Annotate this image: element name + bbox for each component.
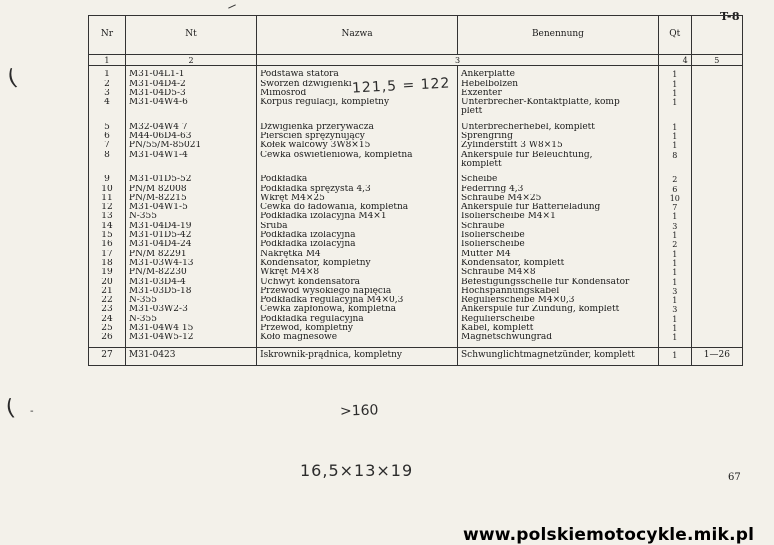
row-name-pl: Podkładka izolacyjna xyxy=(257,231,458,240)
table-row xyxy=(89,296,743,305)
header-nazwa: Nazwa xyxy=(257,16,458,55)
row-extra xyxy=(691,296,742,305)
row-qty: 1 xyxy=(658,278,691,287)
row-name-de: Unterbrecher-Kontaktplatte, komp xyxy=(458,98,659,107)
row-part-number: M32-04W4 7 xyxy=(125,123,256,132)
row-extra xyxy=(691,268,742,277)
row-qty: 1 xyxy=(658,132,691,141)
row-part-number: M31-04W5-12 xyxy=(125,333,256,342)
parts-table xyxy=(88,15,743,366)
table-body xyxy=(89,70,743,347)
row-name-pl: Podkładka sprężysta 4,3 xyxy=(257,185,458,194)
col-number-2: 2 xyxy=(125,55,256,66)
table-row xyxy=(89,123,743,132)
row-qty: 1 xyxy=(658,250,691,259)
row-name-de: Ankerspule für Batterieladung xyxy=(458,203,659,212)
row-name-pl: Przewód, kompletny xyxy=(257,324,458,333)
margin-mark-small: - xyxy=(30,406,34,417)
row-part-number: M31-0423 xyxy=(125,347,256,365)
row-nr: 22 xyxy=(89,296,126,305)
col-number-5: 5 xyxy=(691,55,742,66)
row-name-de: Isolierscheibe xyxy=(458,240,659,249)
table-row-total xyxy=(89,347,743,365)
row-extra xyxy=(691,151,742,160)
row-part-number: M31-04L1-1 xyxy=(125,70,256,79)
row-qty: 3 xyxy=(658,287,691,296)
row-name-pl: Wkręt M4×8 xyxy=(257,268,458,277)
header-benennung: Benennung xyxy=(458,16,659,55)
row-nr: 1 xyxy=(89,70,126,79)
row-range: 1—26 xyxy=(691,347,742,365)
row-name-pl: Kołek walcowy 3W8×15 xyxy=(257,141,458,150)
table-header-row xyxy=(89,16,743,55)
row-extra xyxy=(691,240,742,249)
row-name-de: Schraube M4×25 xyxy=(458,194,659,203)
row-extra xyxy=(691,324,742,333)
row-nr: 20 xyxy=(89,278,126,287)
row-name-pl: Podkładka izolacyjna M4×1 xyxy=(257,212,458,221)
row-name-pl xyxy=(257,107,458,116)
row-nr: 4 xyxy=(89,98,126,107)
col-number-3: 3 xyxy=(257,55,659,66)
row-extra xyxy=(691,107,742,116)
row-nr: 13 xyxy=(89,212,126,221)
row-name-de: Schwunglichtmagnetzünder, komplett xyxy=(458,347,659,365)
row-name-de: Kabel, komplett xyxy=(458,324,659,333)
row-nr: 18 xyxy=(89,259,126,268)
row-part-number: M31-01D5-52 xyxy=(125,175,256,184)
row-name-de: Schraube M4×8 xyxy=(458,268,659,277)
table-row xyxy=(89,268,743,277)
row-extra xyxy=(691,175,742,184)
row-name-de: Hebelbolzen xyxy=(458,80,659,89)
row-extra xyxy=(691,222,742,231)
row-name-pl: Podkładka regulacyjna M4×0,3 xyxy=(257,296,458,305)
row-extra xyxy=(691,203,742,212)
row-qty: 8 xyxy=(658,151,691,160)
row-qty: 7 xyxy=(658,203,691,212)
row-qty: 1 xyxy=(658,347,691,365)
row-name-de: Isolierscheibe xyxy=(458,231,659,240)
table-row xyxy=(89,315,743,324)
row-name-pl: Korpus regulacji, kompletny xyxy=(257,98,458,107)
row-qty: 6 xyxy=(658,185,691,194)
row-qty: 2 xyxy=(658,240,691,249)
table-row xyxy=(89,160,743,169)
row-qty: 1 xyxy=(658,268,691,277)
row-nr: 16 xyxy=(89,240,126,249)
row-qty: 3 xyxy=(658,305,691,314)
row-qty: 1 xyxy=(658,315,691,324)
row-nr: 7 xyxy=(89,141,126,150)
row-part-number: PN/M 82291 xyxy=(125,250,256,259)
row-nr: 10 xyxy=(89,185,126,194)
row-name-pl: Śruba xyxy=(257,222,458,231)
table-row xyxy=(89,203,743,212)
row-name-de: Zylinderstift 3 W8×15 xyxy=(458,141,659,150)
row-extra xyxy=(691,278,742,287)
row-part-number: M31-04W4 15 xyxy=(125,324,256,333)
row-extra xyxy=(691,194,742,203)
margin-mark-bottom: ( xyxy=(3,395,17,422)
row-name-de: Sprengring xyxy=(458,132,659,141)
row-part-number: M31-03D4-4 xyxy=(125,278,256,287)
row-name-pl: Podstawa statora xyxy=(257,70,458,79)
row-part-number: M31-04D5-3 xyxy=(125,89,256,98)
row-nr: 9 xyxy=(89,175,126,184)
row-part-number: PN/M-82215 xyxy=(125,194,256,203)
table-row xyxy=(89,151,743,160)
row-nr: 25 xyxy=(89,324,126,333)
table-row xyxy=(89,107,743,116)
handwritten-note-bottom: 16,5×13×19 xyxy=(300,461,414,480)
row-part-number: N-355 xyxy=(125,315,256,324)
row-extra xyxy=(691,80,742,89)
row-qty xyxy=(658,160,691,169)
row-name-pl: Przewód wysokiego napięcia xyxy=(257,287,458,296)
row-name-pl: Dźwigienka przerywacza xyxy=(257,123,458,132)
row-name-pl xyxy=(257,160,458,169)
row-nr: 27 xyxy=(89,347,126,365)
row-name-pl: Podkładka xyxy=(257,175,458,184)
row-qty: 1 xyxy=(658,70,691,79)
footer-url: www.polskiemotocykle.mik.pl xyxy=(463,525,755,545)
row-part-number: M31-04W4-6 xyxy=(125,98,256,107)
table-row xyxy=(89,194,743,203)
row-nr: 15 xyxy=(89,231,126,240)
row-part-number: M44-06D4-63 xyxy=(125,132,256,141)
table-row xyxy=(89,305,743,314)
row-name-de: Befestigungsschelle für Kondensator xyxy=(458,278,659,287)
row-qty: 1 xyxy=(658,212,691,221)
row-extra xyxy=(691,123,742,132)
row-part-number xyxy=(125,160,256,169)
table-row xyxy=(89,212,743,221)
row-qty: 1 xyxy=(658,123,691,132)
row-name-de: Federring 4,3 xyxy=(458,185,659,194)
row-nr: 21 xyxy=(89,287,126,296)
table-row xyxy=(89,98,743,107)
row-part-number: PN/M-82230 xyxy=(125,268,256,277)
row-name-de: Ankerspule für Zündung, komplett xyxy=(458,305,659,314)
row-name-de: Regulierscheibe M4×0,3 xyxy=(458,296,659,305)
row-part-number: M31-04W1-5 xyxy=(125,203,256,212)
row-extra xyxy=(691,250,742,259)
row-name-de: Magnetschwungrad xyxy=(458,333,659,342)
row-name-pl: Podkładka izolacyjna xyxy=(257,240,458,249)
row-name-pl: Koło magnesowe xyxy=(257,333,458,342)
row-nr: 23 xyxy=(89,305,126,314)
row-name-pl: Cewka zapłonowa, kompletna xyxy=(257,305,458,314)
row-qty: 1 xyxy=(658,333,691,342)
row-qty: 1 xyxy=(658,80,691,89)
row-extra xyxy=(691,70,742,79)
table-row xyxy=(89,250,743,259)
row-qty: 1 xyxy=(658,141,691,150)
row-extra xyxy=(691,287,742,296)
table-row xyxy=(89,185,743,194)
header-nr: Nr xyxy=(89,16,126,55)
row-extra xyxy=(691,89,742,98)
row-nr: 14 xyxy=(89,222,126,231)
row-name-de: komplett xyxy=(458,160,659,169)
row-nr: 26 xyxy=(89,333,126,342)
row-part-number: M31-03D5-18 xyxy=(125,287,256,296)
row-name-pl: Mimośród xyxy=(257,89,458,98)
table-row xyxy=(89,222,743,231)
row-name-pl: Wkręt M4×25 xyxy=(257,194,458,203)
row-name-de: Regulierscheibe xyxy=(458,315,659,324)
column-number-row xyxy=(89,55,743,66)
page-number: 67 xyxy=(728,472,741,483)
row-nr: 5 xyxy=(89,123,126,132)
row-qty: 1 xyxy=(658,324,691,333)
row-nr: 19 xyxy=(89,268,126,277)
row-extra xyxy=(691,185,742,194)
margin-mark-top: ( xyxy=(4,65,20,92)
row-part-number: PN/M 82008 xyxy=(125,185,256,194)
row-extra xyxy=(691,315,742,324)
row-name-de: Unterbrecherhebel, komplett xyxy=(458,123,659,132)
row-qty: 1 xyxy=(658,296,691,305)
row-qty xyxy=(658,107,691,116)
row-name-pl: Pierścień sprężynujący xyxy=(257,132,458,141)
row-qty: 2 xyxy=(658,175,691,184)
table-row xyxy=(89,175,743,184)
row-nr: 8 xyxy=(89,151,126,160)
row-part-number: M31-04D4-19 xyxy=(125,222,256,231)
row-extra xyxy=(691,305,742,314)
row-extra xyxy=(691,259,742,268)
row-name-de: plett xyxy=(458,107,659,116)
row-name-de: Ankerspule für Beleuchtung, xyxy=(458,151,659,160)
row-extra xyxy=(691,212,742,221)
row-name-de: Mutter M4 xyxy=(458,250,659,259)
table-row xyxy=(89,278,743,287)
row-part-number xyxy=(125,107,256,116)
row-part-number: M31-03W4-13 xyxy=(125,259,256,268)
row-qty: 1 xyxy=(658,231,691,240)
row-name-de: Hochspannungskabel xyxy=(458,287,659,296)
handwritten-note-mid: >160 xyxy=(339,402,379,420)
row-qty: 10 xyxy=(658,194,691,203)
row-extra xyxy=(691,98,742,107)
row-part-number: N-355 xyxy=(125,296,256,305)
row-part-number: M31-01D5-42 xyxy=(125,231,256,240)
row-name-de: Schraube xyxy=(458,222,659,231)
row-extra xyxy=(691,231,742,240)
table-row xyxy=(89,132,743,141)
row-extra xyxy=(691,132,742,141)
row-name-de: Isolierscheibe M4×1 xyxy=(458,212,659,221)
header-extra xyxy=(691,16,742,55)
row-name-de: Ankerplatte xyxy=(458,70,659,79)
row-name-pl: Podkładka regulacyjna xyxy=(257,315,458,324)
col-number-1: 1 xyxy=(89,55,126,66)
row-nr: 17 xyxy=(89,250,126,259)
row-part-number: M31-04D4-24 xyxy=(125,240,256,249)
row-extra xyxy=(691,333,742,342)
row-nr: 24 xyxy=(89,315,126,324)
row-nr: 6 xyxy=(89,132,126,141)
table-row xyxy=(89,324,743,333)
table-row xyxy=(89,231,743,240)
row-nr: 12 xyxy=(89,203,126,212)
row-qty: 1 xyxy=(658,259,691,268)
table-row xyxy=(89,141,743,150)
row-nr: 2 xyxy=(89,80,126,89)
sheet-code: T-8 xyxy=(720,10,741,23)
table-row xyxy=(89,287,743,296)
row-name-pl: Sworzeń dźwigienki xyxy=(257,80,458,89)
row-extra xyxy=(691,160,742,169)
row-name-pl: Cewka do ładowania, kompletna xyxy=(257,203,458,212)
row-name-pl: Cewka oświetleniowa, kompletna xyxy=(257,151,458,160)
row-nr: 3 xyxy=(89,89,126,98)
row-name-pl: Uchwyt kondensatora xyxy=(257,278,458,287)
row-name-pl: Nakrętka M4 xyxy=(257,250,458,259)
row-extra xyxy=(691,141,742,150)
row-part-number: PN/55/M-85021 xyxy=(125,141,256,150)
row-name-de: Scheibe xyxy=(458,175,659,184)
row-nr xyxy=(89,107,126,116)
row-qty: 1 xyxy=(658,89,691,98)
table-row xyxy=(89,259,743,268)
row-nr: 11 xyxy=(89,194,126,203)
row-name-pl: Iskrownik-prądnica, kompletny xyxy=(257,347,458,365)
table-row xyxy=(89,333,743,342)
row-part-number: N-355 xyxy=(125,212,256,221)
row-part-number: M31-04W1-4 xyxy=(125,151,256,160)
header-qt: Qt xyxy=(658,16,691,55)
row-qty: 3 xyxy=(658,222,691,231)
row-nr xyxy=(89,160,126,169)
handwritten-note-top: 121,5 = 122 xyxy=(351,75,451,97)
row-part-number: M31-03W2-3 xyxy=(125,305,256,314)
row-name-de: Kondensator, komplett xyxy=(458,259,659,268)
row-qty: 1 xyxy=(658,98,691,107)
table-row xyxy=(89,240,743,249)
row-part-number: M31-04D4-2 xyxy=(125,80,256,89)
header-nt: Nt xyxy=(125,16,256,55)
row-name-pl: Kondensator, kompletny xyxy=(257,259,458,268)
row-name-de: Exzenter xyxy=(458,89,659,98)
col-number-4: 4 xyxy=(658,55,691,66)
corner-tick xyxy=(228,4,236,8)
